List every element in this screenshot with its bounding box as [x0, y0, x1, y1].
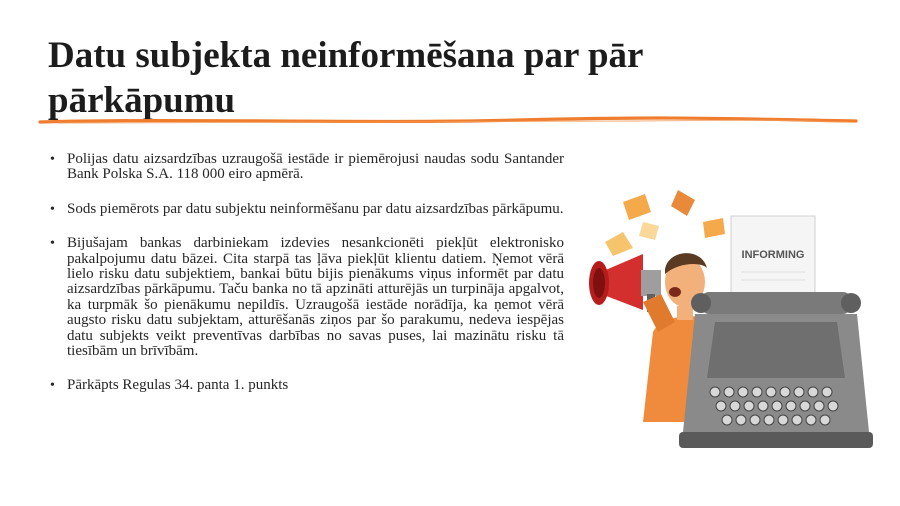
bullet-list — [50, 152, 564, 413]
paper-text: INFORMING — [741, 249, 805, 261]
typewriter-icon — [679, 216, 873, 448]
bullet-item: • Sods piemērots par datu subjektu neinformēšanu par datu aizsardzības pārkāpumu. — [50, 202, 564, 217]
bullet-item: • Pārkāpts Regulas 34. panta 1. punkts — [50, 378, 564, 393]
title-underline — [38, 114, 858, 128]
informing-illustration — [583, 182, 873, 457]
bullet-item: • Bijušajam bankas darbiniekam izdevies nesankcionēti piekļūt elektronisko pakalpojumu datu bāzei. Cita starpā tas ļāva piekļūt klientu datiem. Ņemot vērā lielo risku datu subjektiem, bankai būtu bijis pienākums viņus informēt par datu aizsardzības pārkāpumu. Taču banka no tā apzināti atturējās un turpināja apgalvot, ka turpmāk šo pienākumu nepildīs. Uzraugošā iestāde norādīja, ka ņemot vērā augsto risku datu subjektam, atturēšanās ziņos par šo parakumu, nedeva iespējas datu subjekts veikt preventīvas darbības no savas puses, lai mazinātu risku tā tiesībām un brīvībām. — [50, 236, 564, 359]
bullet-item: • Polijas datu aizsardzības uzraugošā iestāde ir piemērojusi naudas sodu Santander Bank Polska S.A. 118 000 eiro apmērā. — [50, 152, 564, 183]
slide-title: Datu subjekta neinformēšana par pār pārkāpumu — [48, 35, 643, 121]
flying-papers-icon — [605, 190, 725, 256]
